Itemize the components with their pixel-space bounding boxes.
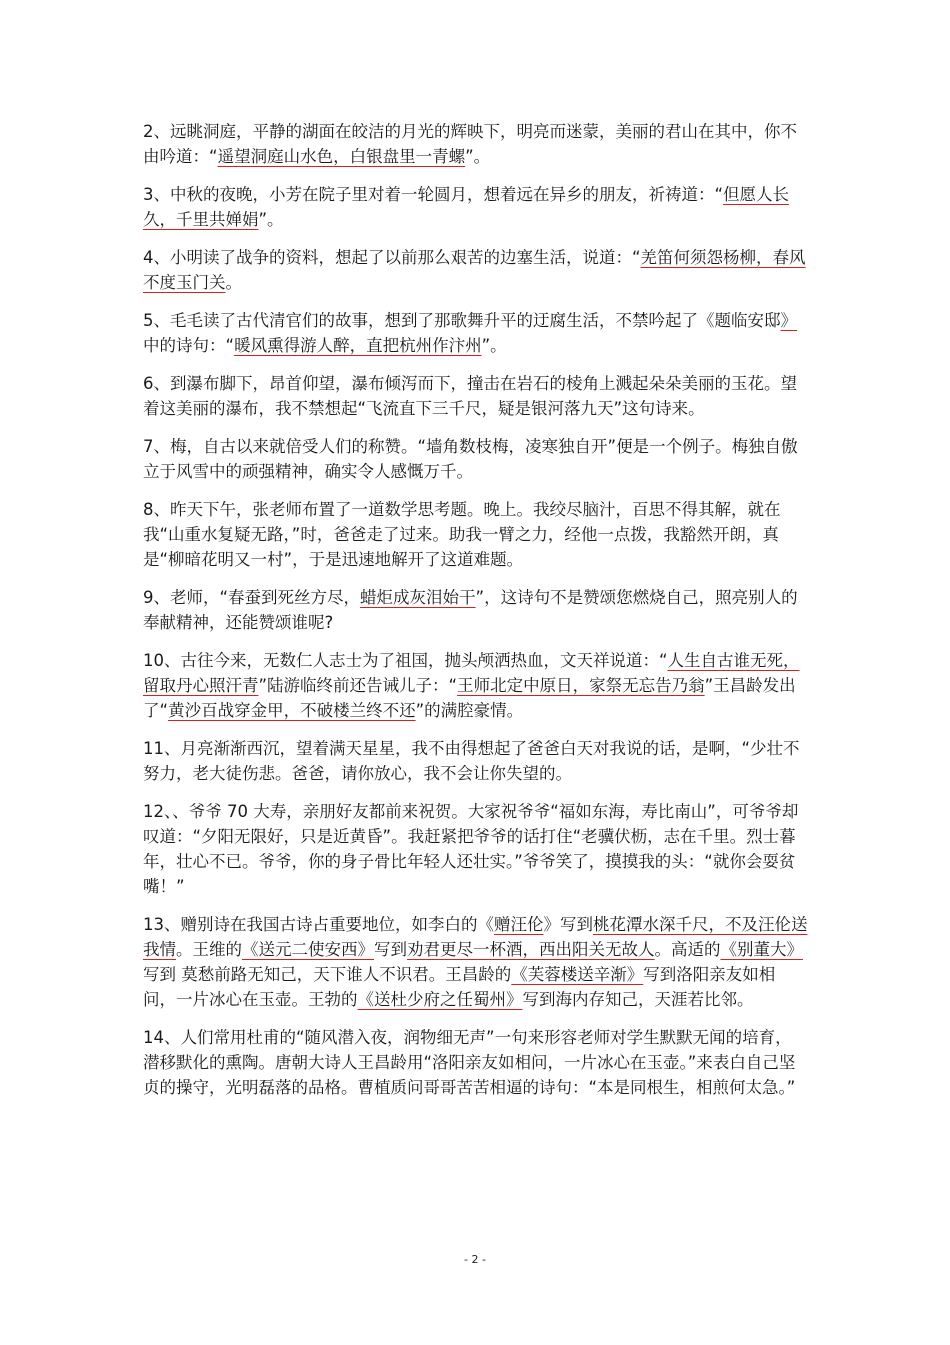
prompt-text: ”的满腔豪情。 [415, 701, 524, 720]
question-text [143, 308, 808, 358]
answer-text: 黄沙百战穿金甲，不破楼兰终不还 [168, 701, 416, 720]
prompt-text: 4、小明读了战争的资料，想起了以前那么艰苦的边塞生活，说道：“ [143, 248, 641, 267]
prompt-text: ”陆游临终前还告诫儿子：“ [258, 676, 458, 695]
question-text [143, 736, 808, 786]
prompt-text: 中的诗句：“ [143, 336, 235, 355]
prompt-text: 。王维的 [176, 940, 242, 959]
question-text [143, 119, 808, 169]
question-9 [143, 585, 808, 635]
question-7 [143, 434, 808, 484]
question-text [143, 245, 808, 295]
prompt-text: ”。 [258, 210, 284, 229]
answer-text: 《别董大》 [720, 940, 803, 959]
question-text [143, 434, 808, 484]
question-11 [143, 736, 808, 786]
prompt-text: 6、到瀑布脚下，昂首仰望，瀑布倾泻而下，撞击在岩石的棱角上溅起朵朵美丽的玉花。望着这美丽的瀑布，我不禁想起“飞流直下三千尺，疑是银河落九天”这句诗来。 [143, 374, 797, 418]
question-4 [143, 245, 808, 295]
prompt-text: ”王昌龄发出了“ [143, 676, 796, 720]
answer-text: 遥望洞庭山水色，白银盘里一青螺 [217, 147, 466, 166]
answer-text: 赠汪伦 [494, 915, 544, 934]
answer-text: 》 [780, 311, 797, 330]
answer-text: 《送杜少府之任蜀州》 [357, 990, 523, 1009]
question-list [143, 119, 808, 1113]
prompt-text: 12、、爷爷 70 大寿，亲朋好友都前来祝贺。大家祝爷爷“福如东海，寿比南山”，可爷爷却叹道：“夕阳无限好，只是近黄昏”。我赶紧把爷爷的话打住“老骥伏枥，志在千里。烈士暮年，壮心不已。爷爷，你的身子骨比年轻人还壮实。”爷爷笑了，摸摸我的头：“就你会耍贫嘴！” [143, 802, 799, 896]
question-text [143, 648, 808, 723]
question-10 [143, 648, 808, 723]
prompt-text: 14、人们常用杜甫的“随风潜入夜，润物细无声”一句来形容老师对学生默默无闻的培育，潜移默化的熏陶。唐朝大诗人王昌龄用“洛阳亲友如相问，一片冰心在玉壶。”来表白自己坚贞的操守，光明磊落的品格。曹植质问哥哥苦苦相逼的诗句：“本是同根生，相煎何太急。” [143, 1028, 796, 1097]
prompt-text: 写到海内存知己，天涯若比邻。 [522, 990, 754, 1009]
answer-text: 劝君更尽一杯酒，西出阳关无故人 [407, 940, 655, 959]
question-14 [143, 1025, 808, 1100]
question-12 [143, 799, 808, 899]
prompt-text: 8、昨天下午，张老师布置了一道数学思考题。晚上。我绞尽脑汁，百思不得其解，就在我“山重水复疑无路，”时，爸爸走了过来。助我一臂之力，经他一点拨，我豁然开朗，真是“柳暗花明又一村”，于是迅速地解开了这道难题。 [143, 500, 781, 569]
question-text [143, 371, 808, 421]
question-6 [143, 371, 808, 421]
question-3 [143, 182, 808, 232]
answer-text: 人生自古谁无死，留取丹心照汗青 [143, 651, 800, 695]
prompt-text: 5、毛毛读了古代清官们的故事，想到了那歌舞升平的迂腐生活，不禁吟起了《题临安邸 [143, 311, 781, 330]
answer-text: 暖风熏得游人醉，直把杭州作汴州 [234, 336, 482, 355]
prompt-text: 11、月亮渐渐西沉，望着满天星星，我不由得想起了爸爸白天对我说的话，是啊，“少壮不努力，老大徒伤悲。爸爸，请你放心，我不会让你失望的。 [143, 739, 800, 783]
prompt-text: ”。 [481, 336, 507, 355]
prompt-text: 。高适的 [654, 940, 721, 959]
question-text [143, 799, 808, 899]
prompt-text: 2、远眺洞庭，平静的湖面在皎洁的月光的辉映下，明亮而迷蒙，美丽的君山在其中，你不由吟道：“ [143, 122, 797, 166]
question-2 [143, 119, 808, 169]
prompt-text: 7、梅，自古以来就倍受人们的称赞。“墙角数枝梅，凌寒独自开”便是一个例子。梅独自傲立于风雪中的顽强精神，确实令人感慨万千。 [143, 437, 798, 481]
prompt-text: 。 [225, 273, 242, 292]
question-text [143, 912, 808, 1012]
answer-text: 王师北定中原日，家祭无忘告乃翁 [457, 676, 705, 695]
question-text [143, 1025, 808, 1100]
prompt-text: 写到 莫愁前路无知己，天下谁人不识君。王昌龄的 [143, 965, 512, 984]
prompt-text: 写到洛阳亲友如相问，一片冰心在玉壶。王勃的 [143, 965, 776, 1009]
question-5 [143, 308, 808, 358]
answer-text: 蜡炬成灰泪始干 [360, 588, 476, 607]
prompt-text: 13、赠别诗在我国古诗占重要地位，如李白的《 [143, 915, 494, 934]
answer-text: 桃花潭水深千尺，不及汪伦送我情 [143, 915, 808, 959]
answer-text: 但愿人长久，千里共婵娟 [143, 185, 790, 229]
question-8 [143, 497, 808, 572]
page-number: - 2 - [464, 1253, 486, 1266]
prompt-text: 3、中秋的夜晚，小芳在院子里对着一轮圆月，想着远在异乡的朋友，祈祷道：“ [143, 185, 724, 204]
question-13 [143, 912, 808, 1012]
prompt-text: 》写到 [543, 915, 593, 934]
prompt-text: 写到 [374, 940, 407, 959]
question-text [143, 585, 808, 635]
prompt-text: 10、古往今来，无数仁人志士为了祖国，抛头颅洒热血，文天祥说道：“ [143, 651, 668, 670]
prompt-text: 9、老师，“春蚕到死丝方尽， [143, 588, 361, 607]
question-text [143, 182, 808, 232]
answer-text: 《送元二使安西》 [242, 940, 374, 959]
question-text [143, 497, 808, 572]
prompt-text: ”，这诗句不是赞颂您燃烧自己，照亮别人的奉献精神，还能赞颂谁呢? [143, 588, 798, 632]
prompt-text: ”。 [465, 147, 491, 166]
answer-text: 羌笛何须怨杨柳，春风不度玉门关 [143, 248, 806, 292]
answer-text: 《芙蓉楼送辛渐》 [511, 965, 644, 984]
